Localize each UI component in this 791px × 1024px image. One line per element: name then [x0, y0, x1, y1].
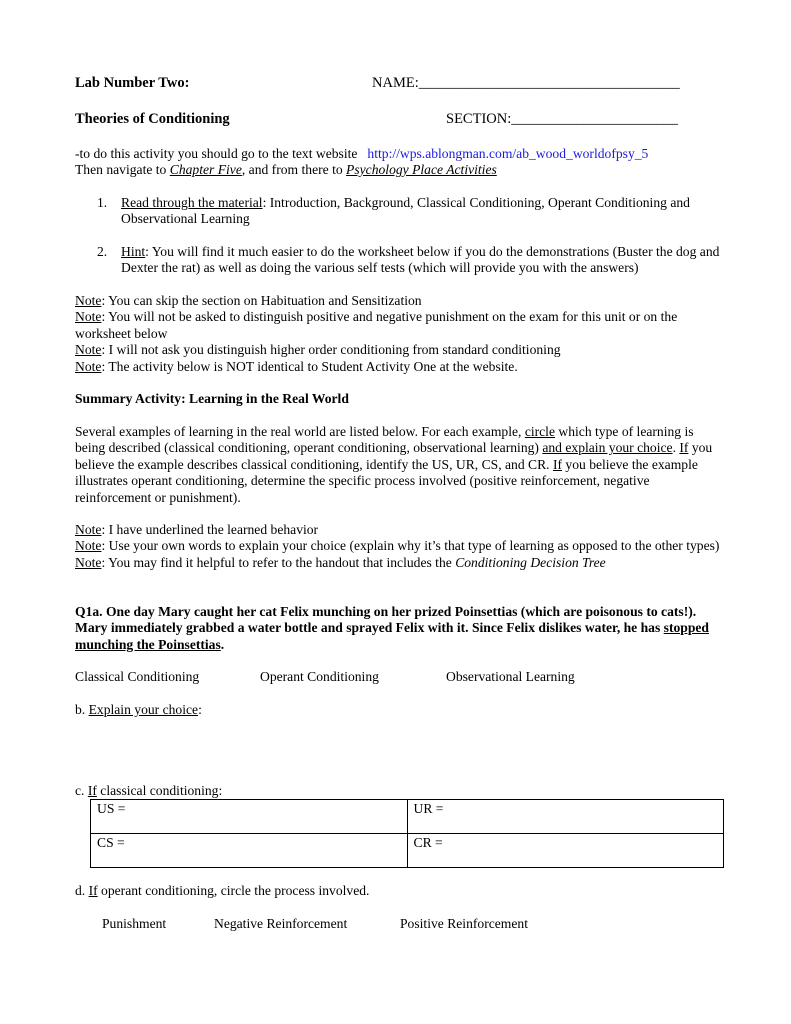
summary-paragraph	[75, 424, 723, 506]
step-body: : You will find it much easier to do the worksheet below if you do the demonstrations (Buster the dog and Dexter the rat) as well as doing the various self tests (which will provide you with the answers)	[121, 244, 720, 276]
question-q1a	[75, 604, 725, 653]
intro-line-1	[75, 146, 648, 162]
summary-text: .	[672, 440, 680, 456]
summary-text: you believe the example describes classical conditioning, identify the US, UR, CS, and CR.	[75, 440, 713, 472]
process-positive-reinforcement[interactable]: Positive Reinforcement	[400, 916, 528, 931]
choice-observational[interactable]: Observational Learning	[446, 669, 575, 684]
summary-circle-word: circle	[524, 424, 555, 439]
note-text: : I have underlined the learned behavior	[101, 522, 319, 537]
summary-heading: Summary Activity: Learning in the Real World	[75, 391, 349, 406]
part-c-if: If	[87, 783, 97, 798]
part-c-prefix: c.	[75, 783, 88, 798]
choice-classical[interactable]: Classical Conditioning	[75, 669, 200, 684]
step-text	[121, 244, 721, 277]
step-number: 2.	[97, 244, 108, 259]
note-label: Note	[75, 342, 102, 358]
explanation-answer-area[interactable]	[75, 722, 725, 782]
intro-text: -to do this activity you should go to the text website	[75, 146, 358, 161]
step-lead: Hint	[121, 244, 146, 259]
step-text	[121, 195, 721, 228]
note-text: : I will not ask you distinguish higher order conditioning from standard conditioning	[101, 342, 561, 358]
part-d-text: operant conditioning, circle the process involved.	[97, 883, 370, 898]
us-cell[interactable]: US =	[91, 800, 408, 834]
note-text: : The activity below is NOT identical to Student Activity One at the website.	[101, 358, 518, 374]
note-label: Note	[75, 538, 102, 554]
chapter-reference: Chapter Five	[169, 162, 242, 177]
name-field[interactable]: NAME:____________________________________	[372, 75, 680, 91]
part-b-label	[75, 702, 202, 718]
note-text: : Use your own words to explain your choice (explain why it’s that type of learning as opposed to the other types)	[101, 538, 720, 554]
part-b-colon: :	[198, 702, 202, 717]
summary-if-word: If	[552, 456, 563, 472]
part-c-label	[75, 783, 222, 799]
part-d-if: If	[88, 883, 98, 898]
note-label: Note	[75, 554, 102, 570]
note-item	[75, 538, 725, 554]
choice-operant[interactable]: Operant Conditioning	[260, 669, 379, 684]
note-label: Note	[75, 293, 102, 308]
note-text: : You will not be asked to distinguish positive and negative punishment on the exam for this unit or on the worksheet below	[75, 309, 678, 341]
question-text: Q1a. One day Mary caught her cat Felix munching on her prized Poinsettias (which are poisonous to cats!). Mary immediately grabbed a water bottle and sprayed Felix with it. Since Felix dislikes water, he has	[75, 604, 697, 636]
intro-mid-text: , and from there to	[241, 162, 347, 177]
note-text: : You can skip the section on Habituation and Sensitization	[101, 293, 422, 308]
step-lead: Read through the material	[121, 195, 263, 210]
activities-reference: Psychology Place Activities	[346, 162, 497, 177]
conditioning-table	[90, 799, 724, 868]
note-item	[75, 342, 725, 358]
cr-cell[interactable]: CR =	[407, 834, 724, 868]
note-label: Note	[75, 309, 102, 325]
ur-cell[interactable]: UR =	[407, 800, 724, 834]
process-negative-reinforcement[interactable]: Negative Reinforcement	[214, 916, 348, 931]
note-item	[75, 293, 725, 309]
note-item	[75, 309, 725, 342]
decision-tree-reference: Conditioning Decision Tree	[455, 554, 606, 570]
table-row	[91, 834, 724, 868]
intro-navigate-text: Then navigate to	[75, 162, 170, 177]
part-d-label	[75, 883, 369, 899]
note-item	[75, 359, 725, 375]
summary-text: which type of learning is being described (classical conditioning, operant conditioning, observational learning)	[75, 424, 694, 456]
note-item	[75, 555, 725, 571]
summary-text: Several examples of learning in the real world are listed below. For each example,	[75, 424, 525, 439]
notes-block-2	[75, 522, 725, 571]
note-text: : You may find it helpful to refer to the handout that includes the	[101, 554, 456, 570]
part-b-prefix: b.	[75, 702, 89, 717]
part-b-text: Explain your choice	[88, 702, 199, 717]
step-number: 1.	[97, 195, 108, 210]
learned-behavior: stopped munching the Poinsettias	[75, 620, 709, 652]
note-label: Note	[75, 358, 102, 374]
notes-block	[75, 293, 725, 375]
question-end: .	[220, 636, 225, 652]
cs-cell[interactable]: CS =	[91, 834, 408, 868]
website-link[interactable]: http://wps.ablongman.com/ab_wood_worldofpsy_5	[367, 146, 649, 161]
table-row	[91, 800, 724, 834]
note-label: Note	[75, 522, 102, 537]
lab-title: Lab Number Two:	[75, 75, 190, 91]
page-title: Theories of Conditioning	[75, 111, 230, 127]
summary-explain-phrase: and explain your choice	[542, 440, 673, 456]
summary-text: you believe the example illustrates operant conditioning, determine the specific process involved (positive reinforcement, negative reinforcement or punishment).	[75, 456, 698, 505]
section-field[interactable]: SECTION:_______________________	[446, 111, 678, 127]
note-item	[75, 522, 725, 538]
summary-if-word: If	[679, 440, 689, 456]
part-c-text: classical conditioning:	[96, 783, 223, 798]
intro-line-2	[75, 162, 497, 178]
part-d-prefix: d.	[75, 883, 89, 898]
step-body: : Introduction, Background, Classical Conditioning, Operant Conditioning and Observational Learning	[121, 195, 690, 227]
process-punishment[interactable]: Punishment	[102, 916, 167, 931]
